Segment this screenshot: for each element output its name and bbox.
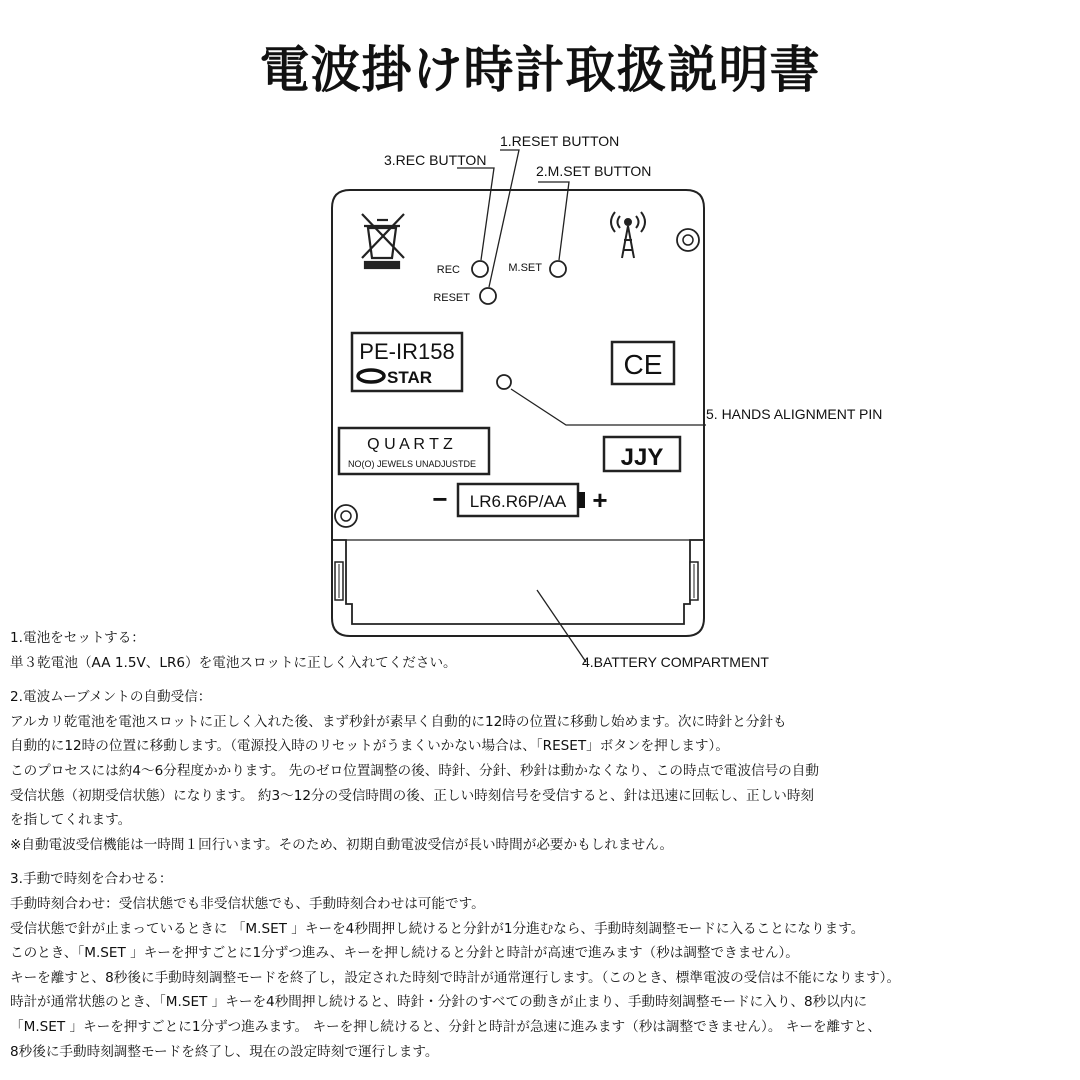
instruction-line: 時計が通常状態のとき、「M.SET 」キーを4秒間押し続けると、時針・分針のすべての動きが止まり、手動時刻調整モードに入り、8秒以内に [10, 994, 868, 1011]
ce-mark: CE [623, 349, 663, 380]
instruction-line: 手動時刻合わせ：受信状態でも非受信状態でも、手動時刻合わせは可能です。 [10, 895, 485, 912]
instruction-line: 単３乾電池（AA 1.5V、LR6）を電池スロットに正しく入れてください。 [10, 654, 457, 671]
callout-alignment-pin: 5. HANDS ALIGNMENT PIN [706, 406, 883, 422]
instruction-line: 受信状態で針が止まっているときに 「M.SET 」キーを4秒間押し続けると分針が1分進むなら、手動時刻調整モードに入ることになります。 [10, 920, 865, 937]
callout-reset-button: 1.RESET BUTTON [500, 133, 620, 149]
battery-terminal [578, 492, 585, 508]
instruction-line: 8秒後に手動時刻調整モードを終了し、現在の設定時刻で運行します。 [10, 1043, 439, 1060]
instruction-line: を指してくれます。 [10, 812, 132, 829]
jjy-mark: JJY [620, 444, 664, 471]
section-heading: 2.電波ムーブメントの自動受信： [10, 689, 212, 706]
brand-name: STAR [387, 368, 433, 387]
mset-button[interactable] [550, 261, 566, 277]
callout-mset-button: 2.M.SET BUTTON [536, 163, 652, 179]
instruction-line: アルカリ乾電池を電池スロットに正しく入れた後、まず秒針が素早く自動的に12時の位置に移動し始めます。次に時針と分針も [10, 713, 787, 730]
battery-type: LR6.R6P/AA [469, 492, 567, 511]
section-heading: 3.手動で時刻を合わせる： [10, 871, 173, 888]
section-heading: 1.電池をセットする： [10, 630, 145, 646]
instruction-line: ※自動電波受信機能は一時間１回行います。そのため、初期自動電波受信が長い時間が必要かもしれません。 [10, 836, 674, 853]
rec-button[interactable] [472, 261, 488, 277]
model-number: PE-IR158 [359, 339, 455, 364]
battery-minus-sign: − [432, 484, 448, 514]
callout-battery-compartment: 4.BATTERY COMPARTMENT [582, 654, 769, 670]
instruction-line: 受信状態（初期受信状態）になります。 約3～12分の受信時間の後、正しい時刻信号を受信すると、針は迅速に回転し、正しい時刻 [10, 787, 815, 804]
instruction-line: このとき、「M.SET 」キーを押すごとに1分ずつ進み、キーを押し続けると分針と時計が高速で進みます（秒は調整できません）。 [10, 945, 799, 962]
page-title: 電波掛け時計取扱説明書 [259, 41, 821, 99]
hands-alignment-pin [497, 375, 511, 389]
instructions [10, 626, 1076, 1064]
battery-plus-sign: + [592, 485, 608, 515]
mset-button-label: M.SET [508, 262, 542, 274]
mounting-hole-top-right [677, 229, 699, 251]
instruction-line: 自動的に12時の位置に移動します。（電源投入時のリセットがうまくいかない場合は、「RESET」ボタンを押します）。 [10, 738, 729, 755]
instruction-line: このプロセスには約4～6分程度かかります。 先のゼロ位置調整の後、時針、分針、秒針は動かなくなり、この時点で電波信号の自動 [10, 762, 819, 779]
reset-button[interactable] [480, 288, 496, 304]
mounting-hole-bottom-left [335, 505, 357, 527]
instruction-line: キーを離すと、8秒後に手動時刻調整モードを終了し，設定された時刻で時計が通常運行します。（このとき、標準電波の受信は不能になります）。 [10, 969, 901, 986]
jewels-label: NO(O) JEWELS UNADJUSTDE [347, 459, 477, 469]
quartz-label: Q U A R T Z [367, 436, 453, 453]
callout-rec-button: 3.REC BUTTON [384, 152, 487, 168]
instruction-line: 「M.SET 」キーを押すごとに1分ずつ進みます。 キーを押し続けると、分針と時計が急速に進みます（秒は調整できません）。 キーを離すと、 [10, 1018, 881, 1035]
rec-button-label: REC [436, 264, 460, 276]
reset-button-label: RESET [433, 292, 470, 304]
